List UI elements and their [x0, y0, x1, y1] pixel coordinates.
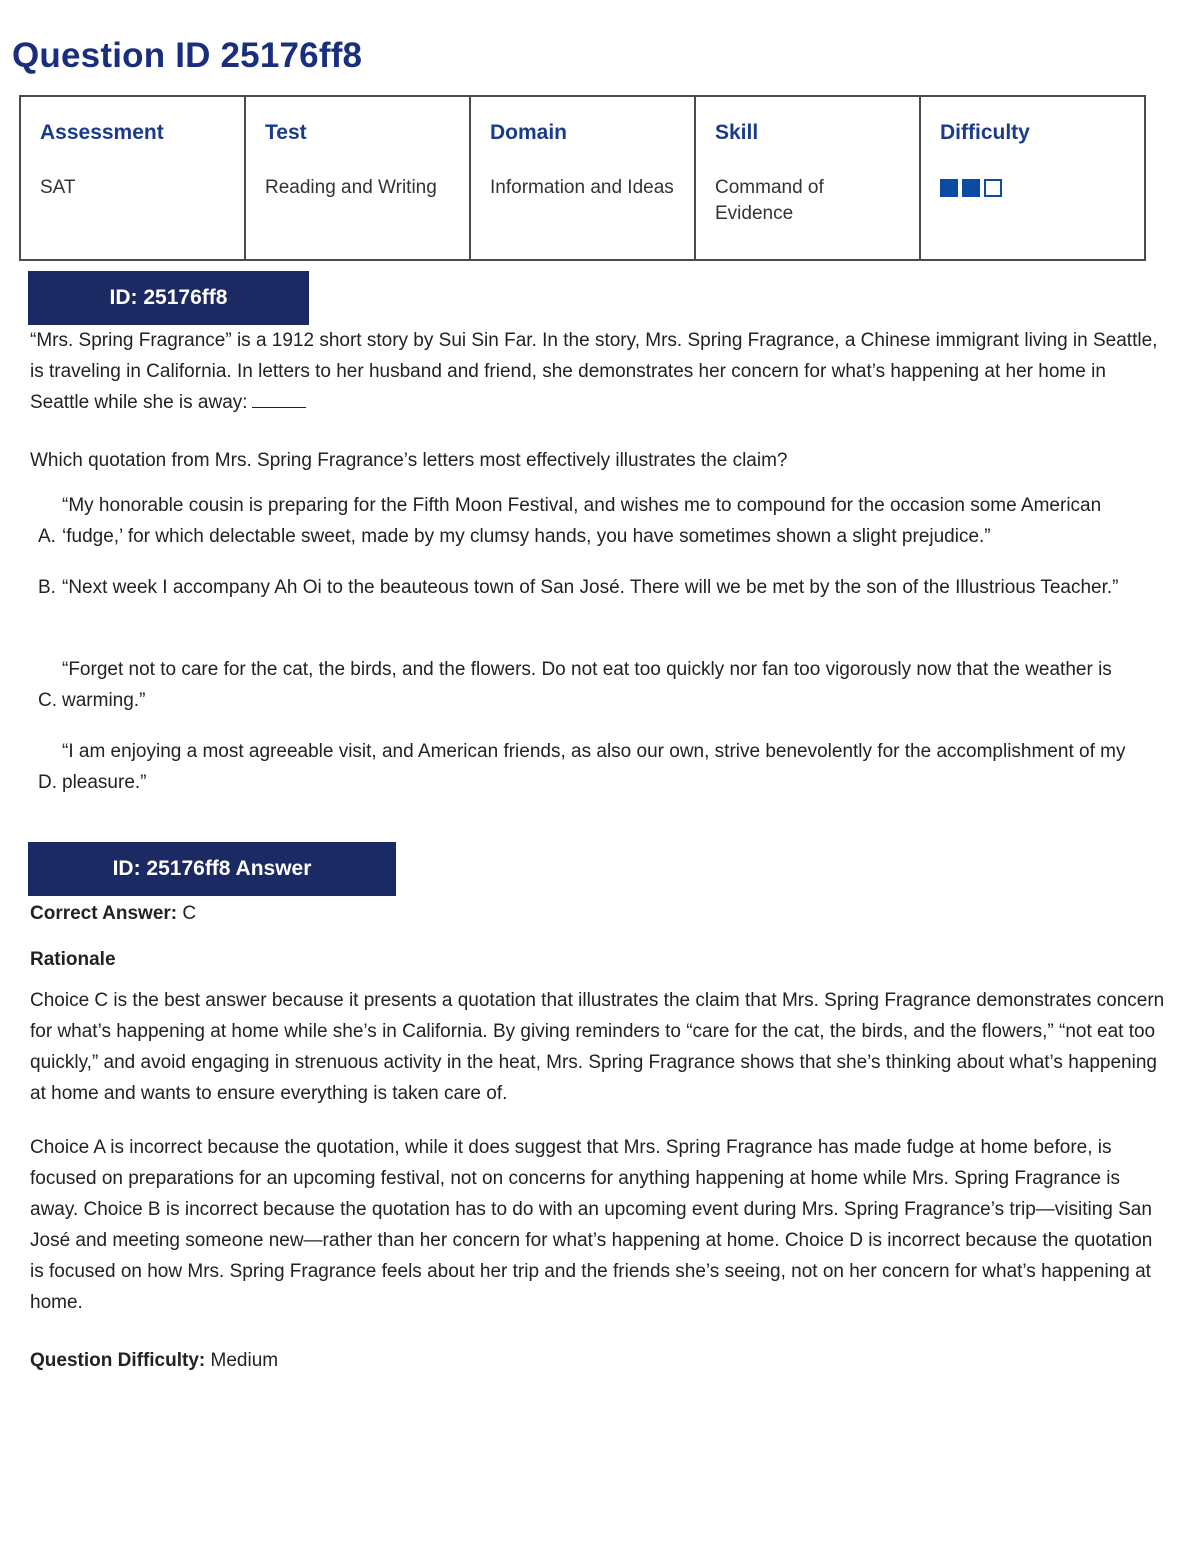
question-id-banner: ID: 25176ff8 [28, 271, 309, 325]
rationale-heading: Rationale [30, 949, 116, 970]
choice-text: “Next week I accompany Ah Oi to the beauteous town of San José. There will we be met by the son of the Illustrious Teacher.” [62, 577, 1119, 598]
skill-value: Command of Evidence [715, 177, 824, 224]
choice-b[interactable] [38, 572, 1163, 603]
choice-text: “I am enjoying a most agreeable visit, and American friends, as also our own, strive benevolently for the accomplishment of my pleasure.” [62, 741, 1126, 793]
correct-answer [30, 898, 1165, 929]
question-difficulty-value: Medium [210, 1350, 279, 1371]
rationale-paragraph-2: Choice A is incorrect because the quotation, while it does suggest that Mrs. Spring Fragrance has made fudge at home before, is focused on preparations for an upcoming festival, not on concerns for anything happening at home while Mrs. Spring Fragrance is away. Choice B is incorrect because the quotation has to do with an upcoming event during Mrs. Spring Fragrance’s trip—visiting San José and meeting someone new—rather than her concern for what’s happening at home. Choice D is incorrect because the quotation is focused on how Mrs. Spring Fragrance feels about her trip and the friends she’s seeing, not on her concern for what’s happening at home. [30, 1137, 1153, 1313]
question-prompt: Which quotation from Mrs. Spring Fragrance’s letters most effectively illustrates the claim? [30, 450, 788, 471]
choice-letter: D. [38, 772, 57, 793]
difficulty-cell [920, 96, 1145, 260]
assessment-value: SAT [40, 177, 76, 198]
passage [30, 325, 1165, 418]
test-value: Reading and Writing [265, 177, 437, 198]
domain-cell [470, 96, 695, 260]
question-difficulty [30, 1345, 1165, 1376]
choice-letter: C. [38, 690, 57, 711]
difficulty-square-filled [962, 179, 980, 197]
choice-letter: A. [38, 526, 56, 547]
choice-a[interactable] [38, 490, 1163, 552]
difficulty-square-empty [984, 179, 1002, 197]
correct-answer-value: C [182, 903, 197, 924]
difficulty-label: Difficulty [940, 121, 1030, 144]
skill-cell [695, 96, 920, 260]
skill-label: Skill [715, 121, 759, 144]
domain-label: Domain [490, 121, 568, 144]
question-difficulty-label: Question Difficulty: [30, 1350, 206, 1371]
choice-text: “Forget not to care for the cat, the birds, and the flowers. Do not eat too quickly nor fan too vigorously now that the weather is warming.” [62, 659, 1112, 711]
choice-d[interactable] [38, 736, 1163, 798]
rationale-paragraph-1: Choice C is the best answer because it presents a quotation that illustrates the claim that Mrs. Spring Fragrance demonstrates concern for what’s happening at home while she’s in California. By giving reminders to “care for the cat, the birds, and the flowers,” “not eat too quickly,” and avoid engaging in strenuous activity in the heat, Mrs. Spring Fragrance shows that she’s thinking about what’s happening at home and wants to ensure everything is taken care of. [30, 990, 1165, 1104]
test-cell [245, 96, 470, 260]
choice-letter: B. [38, 577, 56, 598]
answer-blank [252, 393, 306, 408]
choice-c[interactable] [38, 654, 1163, 716]
page-title: Question ID 25176ff8 [12, 36, 363, 75]
difficulty-meter [940, 179, 1126, 197]
choice-text: “My honorable cousin is preparing for the Fifth Moon Festival, and wishes me to compound for the occasion some American ‘fudge,’ for which delectable sweet, made by my clumsy hands, you have sometimes shown a slight prejudice.” [62, 495, 1102, 547]
passage-text: “Mrs. Spring Fragrance” is a 1912 short story by Sui Sin Far. In the story, Mrs. Spring Fragrance, a Chinese immigrant living in Seattle, is traveling in California. In letters to her husband and friend, she demonstrates her concern for what’s happening at her home in Seattle while she is away: [30, 330, 1158, 413]
correct-answer-label: Correct Answer: [30, 903, 178, 924]
metadata-table [19, 95, 1146, 261]
assessment-label: Assessment [40, 121, 164, 144]
difficulty-square-filled [940, 179, 958, 197]
test-label: Test [265, 121, 307, 144]
domain-value: Information and Ideas [490, 177, 674, 198]
assessment-cell [20, 96, 245, 260]
answer-id-banner: ID: 25176ff8 Answer [28, 842, 396, 896]
